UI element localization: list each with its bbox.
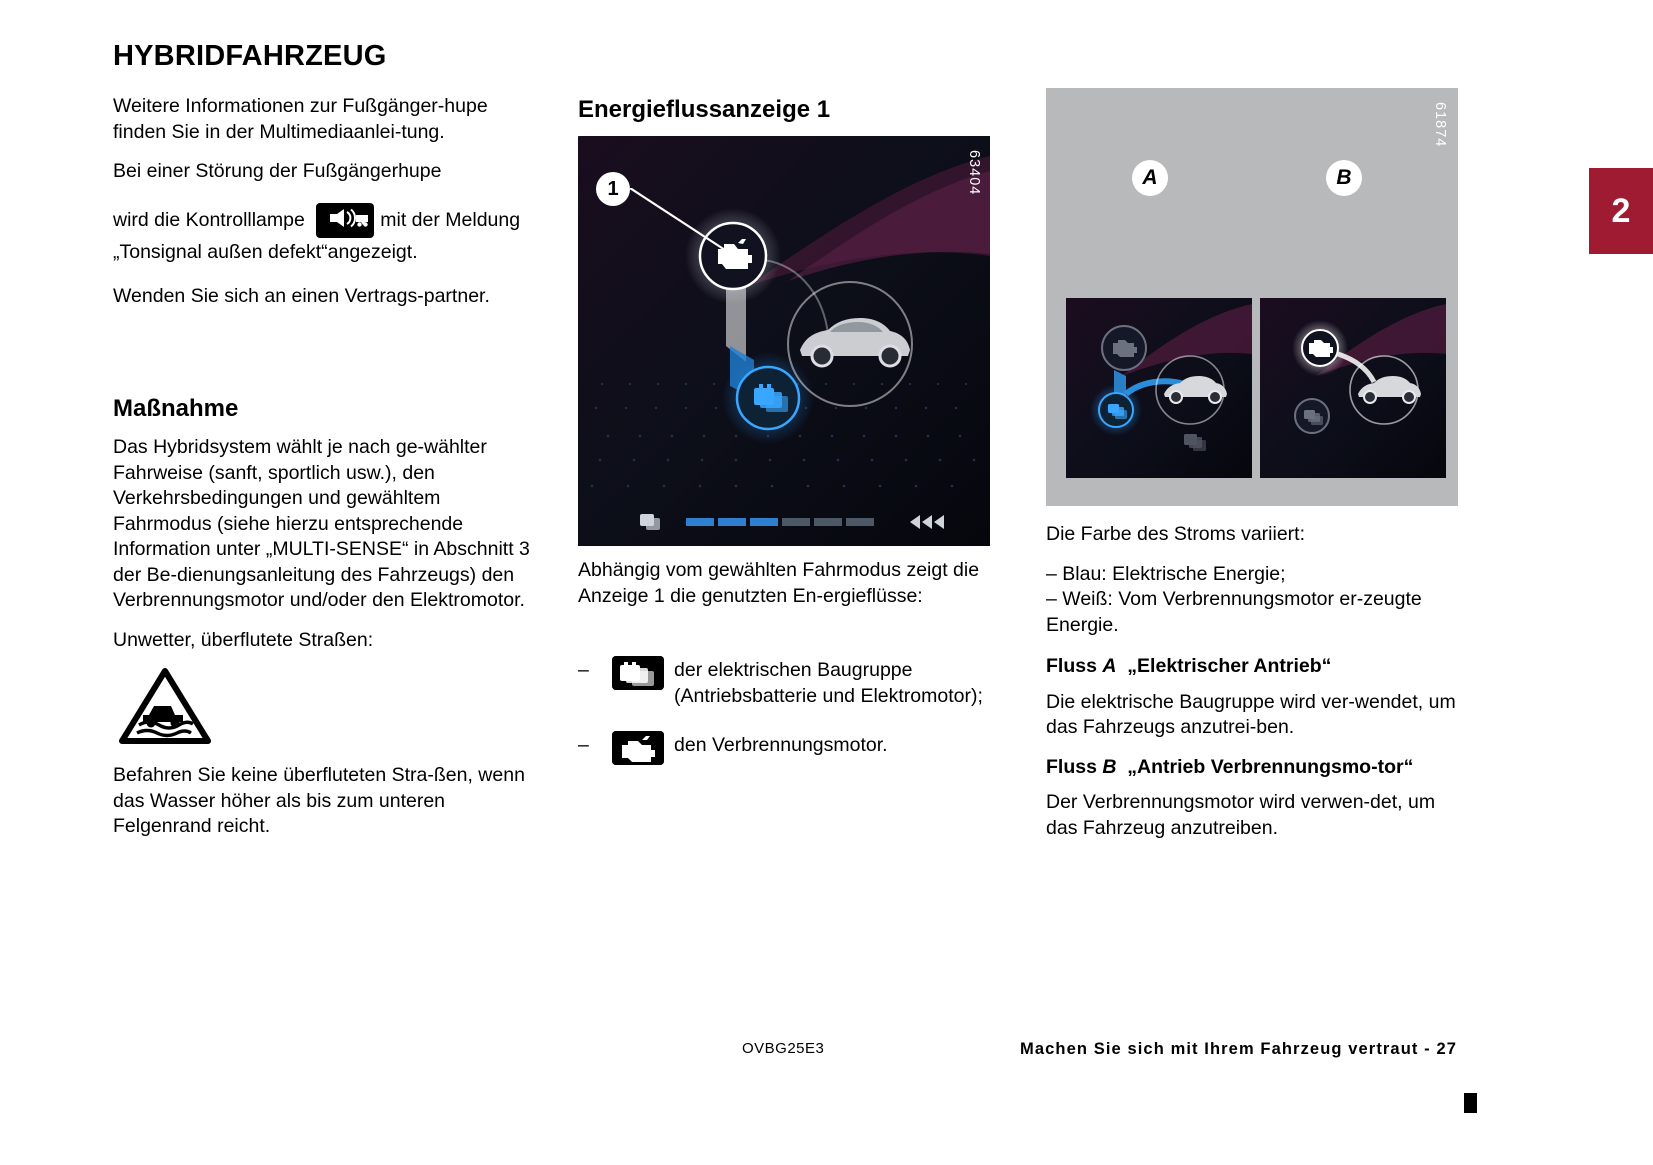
heading-fluss-a-letter: A: [1102, 655, 1117, 677]
paragraph-current-color: Die Farbe des Stroms variiert:: [1046, 523, 1305, 545]
list-item: [578, 658, 990, 709]
flooded-road-warning-icon: [119, 667, 211, 745]
caption-text: Abhängig vom gewählten Fahrmodus zeigt die Anzeige 1 die genutzten En-ergieflüsse:: [578, 559, 980, 607]
page-title: HYBRIDFAHRZEUG: [113, 40, 387, 72]
mode-badge-a: A: [1132, 160, 1168, 196]
paragraph-horn-fault-line2: [113, 203, 528, 266]
heading-fluss-b: [1046, 755, 1461, 781]
battery-stack-icon: [612, 656, 664, 690]
heading-fluss-a-title: „Elektrischer Antrieb“: [1127, 655, 1332, 677]
heading-fluss-a: [1046, 654, 1461, 680]
list-dash: –: [578, 659, 589, 681]
paragraph-do-not-drive-flooded: Befahren Sie keine überfluteten Stra-ßen, wenn das Wasser höher als bis zum unteren Felgenrand reicht.: [113, 764, 525, 837]
heading-fluss-b-letter: B: [1102, 755, 1117, 778]
engine-icon: [612, 731, 664, 765]
dash-item-blue: – Blau: Elektrische Energie;: [1046, 562, 1286, 585]
paragraph-horn-fault-prefix: wird die Kontrolllampe: [113, 208, 305, 231]
figure-code-63404: 63404: [966, 150, 982, 196]
figure-caption-energy-flow: [578, 558, 990, 623]
paragraph-multimedia-info: Weitere Informationen zur Fußgänger-hupe finden Sie in der Multimediaanlei-tung.: [113, 95, 488, 143]
energy-flow-legend: [578, 658, 990, 775]
list-item-text: den Verbrennungsmotor.: [674, 734, 888, 756]
footer-section-title: Machen Sie sich mit Ihrem Fahrzeug vertraut - 27: [1020, 1040, 1457, 1058]
paragraph-hybrid-system: Das Hybridsystem wählt je nach ge-wählter Fahrweise (sanft, sportlich usw.), den Verkehrsbedingungen und gewähltem Fahrmodus (siehe hierzu entsprechende Information unter „MULTI-SENSE“ in Abschnitt 3 der Be-dienungsanleitung des Fahrzeugs) den Verbrennungsmotor und/oder den Elektromotor.: [113, 436, 530, 611]
mode-badge-b: B: [1326, 160, 1362, 196]
footer-document-code: OVBG25E3: [742, 1040, 825, 1057]
dash-item-white: – Weiß: Vom Verbrennungsmotor er-zeugte Energie.: [1046, 588, 1422, 636]
energy-flow-figure: [578, 136, 990, 546]
energy-flow-modes-figure: [1046, 88, 1458, 506]
pedestrian-horn-indicator-icon: [316, 203, 374, 241]
paragraph-flooded-roads: Unwetter, überflutete Straßen:: [113, 628, 374, 651]
heading-fluss-b-title: „Antrieb Verbrennungsmo-tor“: [1127, 755, 1414, 778]
section-heading-massnahme: Maßnahme: [113, 395, 239, 422]
heading-fluss-a-prefix: Fluss: [1046, 655, 1097, 677]
left-column-measures: [113, 395, 533, 854]
section-heading-energieflussanzeige: Energieflussanzeige 1: [578, 96, 831, 123]
paragraph-horn-fault-line1: Bei einer Störung der Fußgängerhupe: [113, 160, 442, 182]
footer-mark: [1464, 1093, 1477, 1113]
figure-code-61874: 61874: [1432, 102, 1448, 148]
figure-callout-1: 1: [596, 172, 630, 206]
left-column-intro: [113, 94, 528, 323]
paragraph-fluss-a: Die elektrische Baugruppe wird ver-wendet, um das Fahrzeugs anzutrei-ben.: [1046, 690, 1456, 738]
heading-fluss-b-prefix: Fluss: [1046, 755, 1097, 778]
mode-panel-b: [1260, 298, 1446, 478]
list-dash: –: [578, 734, 589, 756]
list-item-text: der elektrischen Baugruppe (Antriebsbatterie und Elektromotor);: [674, 659, 983, 707]
paragraph-horn-fault-suffix: mit der Meldung „Tonsignal außen defekt“angezeigt.: [113, 208, 521, 263]
list-item: [578, 733, 990, 765]
right-column-text: [1046, 522, 1461, 855]
mode-panel-a: [1066, 298, 1252, 478]
callout-leader-line: [630, 188, 740, 268]
chapter-tab: 2: [1589, 168, 1653, 254]
paragraph-fluss-b: Der Verbrennungsmotor wird verwen-det, um das Fahrzeug anzutreiben.: [1046, 791, 1436, 839]
paragraph-contact-dealer: Wenden Sie sich an einen Vertrags-partner.: [113, 284, 490, 307]
